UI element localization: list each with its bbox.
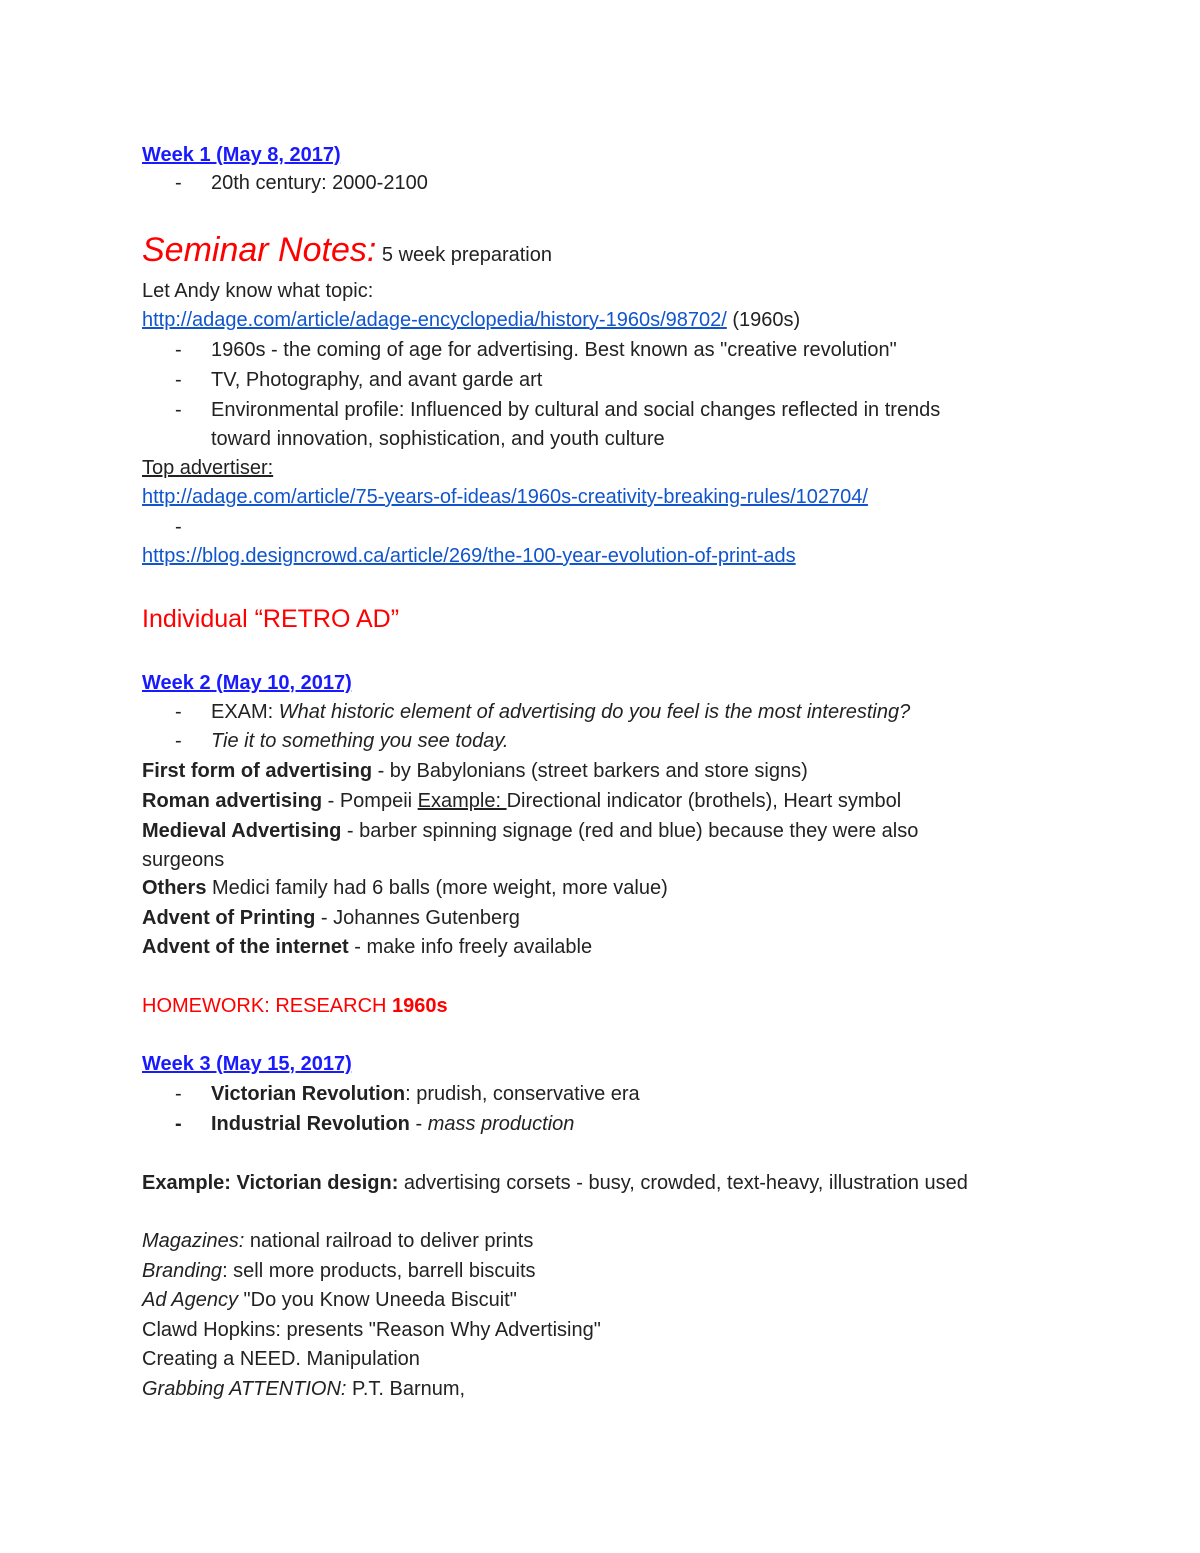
week2-heading[interactable]: Week 2 (May 10, 2017) <box>142 672 352 694</box>
link-adage-1960s-creativity[interactable]: http://adage.com/article/75-years-of-ideas/1960s-creativity-breaking-rules/102704/ <box>142 486 868 508</box>
link1-suffix: (1960s) <box>726 309 801 331</box>
link1-line <box>142 307 800 333</box>
bullet-dash: - <box>175 730 182 752</box>
bullet-dash: - <box>175 399 182 421</box>
note-line: Branding: sell more products, barrell biscuits <box>142 1260 536 1282</box>
seminar-bullet-continued: toward innovation, sophistication, and youth culture <box>211 428 665 450</box>
note-line: Magazines: national railroad to deliver prints <box>142 1230 534 1252</box>
retro-ad-heading: Individual “RETRO AD” <box>142 605 400 633</box>
bullet-dash: - <box>175 1083 182 1105</box>
link-designcrowd[interactable]: https://blog.designcrowd.ca/article/269/the-100-year-evolution-of-print-ads <box>142 545 796 567</box>
week3-bullet: Victorian Revolution: prudish, conservative era <box>211 1083 640 1105</box>
seminar-bullet: 1960s - the coming of age for advertising. Best known as "creative revolution" <box>211 339 897 361</box>
history-item: First form of advertising - by Babylonians (street barkers and store signs) <box>142 760 808 782</box>
note-line: Clawd Hopkins: presents "Reason Why Advertising" <box>142 1319 601 1341</box>
tie-in-bullet: Tie it to something you see today. <box>211 730 509 752</box>
bullet-dash: - <box>175 369 182 391</box>
seminar-subtitle: 5 week preparation <box>376 244 552 266</box>
week1-heading[interactable]: Week 1 (May 8, 2017) <box>142 144 341 166</box>
seminar-title: Seminar Notes: <box>142 231 377 269</box>
link-adage-history-1960s[interactable]: http://adage.com/article/adage-encyclopedia/history-1960s/98702/ <box>142 309 727 331</box>
seminar-bullet: Environmental profile: Influenced by cultural and social changes reflected in trends <box>211 399 941 421</box>
note-line: Creating a NEED. Manipulation <box>142 1348 420 1370</box>
top-advertiser-label: Top advertiser: <box>142 457 274 479</box>
week1-bullet: 20th century: 2000-2100 <box>211 172 428 194</box>
bullet-dash: - <box>175 516 182 538</box>
victorian-example: Example: Victorian design: advertising corsets - busy, crowded, text-heavy, illustration used <box>142 1172 968 1194</box>
exam-bullet: EXAM: What historic element of advertising do you feel is the most interesting? <box>211 701 911 723</box>
history-item: Medieval Advertising - barber spinning signage (red and blue) because they were also <box>142 820 919 842</box>
seminar-bullet: TV, Photography, and avant garde art <box>211 369 543 391</box>
history-item: Advent of the internet - make info freely available <box>142 936 593 958</box>
seminar-heading <box>142 230 552 270</box>
history-item: Others Medici family had 6 balls (more weight, more value) <box>142 877 668 899</box>
bullet-dash: - <box>175 701 182 723</box>
bullet-dash: - <box>175 172 182 194</box>
note-line: Ad Agency "Do you Know Uneeda Biscuit" <box>142 1289 517 1311</box>
topic-prompt: Let Andy know what topic: <box>142 280 374 302</box>
history-item: Roman advertising - Pompeii Example: Directional indicator (brothels), Heart symbol <box>142 790 902 812</box>
homework-line: HOMEWORK: RESEARCH 1960s <box>142 995 448 1017</box>
history-item: Advent of Printing - Johannes Gutenberg <box>142 907 520 929</box>
bullet-dash: - <box>175 1113 182 1135</box>
week3-bullet: Industrial Revolution - mass production <box>211 1113 575 1135</box>
week3-heading[interactable]: Week 3 (May 15, 2017) <box>142 1053 352 1075</box>
history-item-continued: surgeons <box>142 849 225 871</box>
bullet-dash: - <box>175 339 182 361</box>
note-line: Grabbing ATTENTION: P.T. Barnum, <box>142 1378 466 1400</box>
